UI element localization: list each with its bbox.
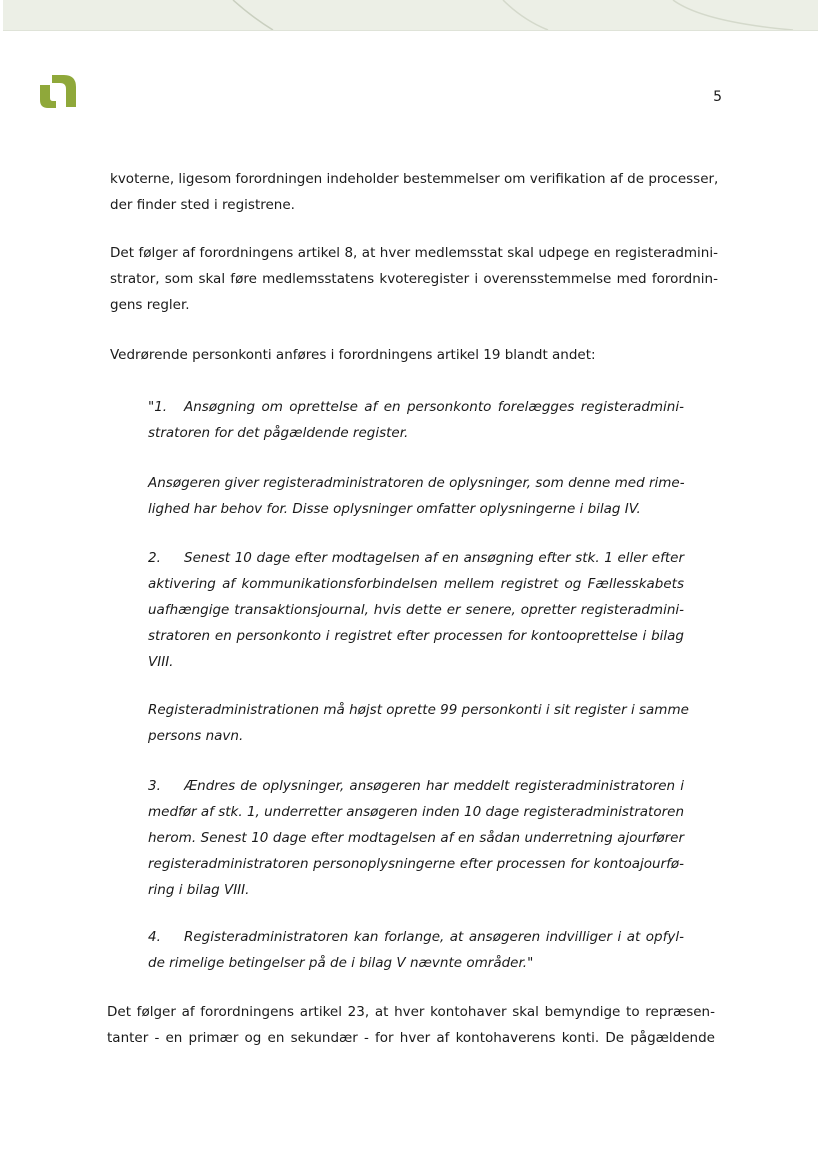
quote-item-3	[148, 773, 684, 903]
item-text: Senest 10 dage efter modtagelsen af en ansøgning efter stk. 1 eller efter	[184, 550, 684, 566]
item-number: "1.	[148, 399, 168, 415]
text-line: uafhængige transaktionsjournal, hvis dette er senere, opretter registeradmini-	[148, 602, 684, 618]
item-text: Ansøgning om oprettelse af en personkonto forelægges registeradmini-	[184, 399, 684, 415]
text-line: stratoren for det pågældende register.	[148, 425, 409, 441]
text-line: der finder sted i registrene.	[110, 197, 295, 213]
text-line: Det følger af forordningens artikel 8, at hver medlemsstat skal udpege en registeradmini-	[110, 245, 718, 261]
text-line	[148, 773, 684, 799]
text-line: Vedrørende personkonti anføres i forordningens artikel 19 blandt andet:	[110, 347, 596, 363]
text-line: strator, som skal føre medlemsstatens kvoteregister i overensstemmelse med forordnin-	[110, 271, 718, 287]
text-line	[148, 924, 684, 950]
item-number: 4.	[148, 929, 161, 945]
text-line: VIII.	[148, 654, 174, 670]
quote-item-1b	[148, 470, 684, 522]
quote-item-2b	[148, 697, 689, 749]
item-text: Registeradministratoren kan forlange, at ansøgeren indvilliger i at opfyl-	[184, 929, 684, 945]
text-line: Ansøgeren giver registeradministratoren de oplysninger, som denne med rime-	[148, 475, 685, 491]
text-line: ring i bilag VIII.	[148, 882, 250, 898]
header-decoration	[3, 0, 818, 30]
paragraph-4	[107, 999, 715, 1051]
quote-item-2	[148, 545, 684, 675]
text-line: registeradministratoren personoplysningerne efter processen for kontoajourfø-	[148, 856, 684, 872]
text-line	[148, 545, 684, 571]
item-text: Ændres de oplysninger, ansøgeren har meddelt registeradministratoren i	[184, 778, 684, 794]
text-line: gens regler.	[110, 297, 190, 313]
item-number: 2.	[148, 550, 161, 566]
text-line: aktivering af kommunikationsforbindelsen mellem registret og Fællesskabets	[148, 576, 684, 592]
item-number: 3.	[148, 778, 161, 794]
quote-item-4	[148, 924, 684, 976]
paragraph-2	[110, 240, 718, 318]
page-number: 5	[713, 89, 722, 105]
text-line: persons navn.	[148, 728, 244, 744]
paragraph-3	[110, 342, 718, 368]
logo-icon	[38, 73, 78, 109]
text-line: stratoren en personkonto i registret efter processen for kontooprettelse i bilag	[148, 628, 684, 644]
text-line: tanter - en primær og en sekundær - for hver af kontohaverens konti. De pågældende	[107, 1030, 715, 1046]
quote-item-1	[148, 394, 684, 446]
text-line: Det følger af forordningens artikel 23, at hver kontohaver skal bemyndige to repræsen-	[107, 1004, 715, 1020]
header-band	[3, 0, 818, 31]
text-line: kvoterne, ligesom forordningen indeholder bestemmelser om verifikation af de processer,	[110, 171, 719, 187]
text-line: herom. Senest 10 dage efter modtagelsen af en sådan underretning ajourfører	[148, 830, 684, 846]
text-line	[148, 394, 684, 420]
text-line: medfør af stk. 1, underretter ansøgeren inden 10 dage registeradministratoren	[148, 804, 684, 820]
text-line: lighed har behov for. Disse oplysninger omfatter oplysningerne i bilag IV.	[148, 501, 641, 517]
paragraph-1	[110, 166, 718, 218]
text-line: Registeradministrationen må højst oprette 99 personkonti i sit register i samme	[148, 702, 689, 718]
text-line: de rimelige betingelser på de i bilag V nævnte områder."	[148, 955, 534, 971]
